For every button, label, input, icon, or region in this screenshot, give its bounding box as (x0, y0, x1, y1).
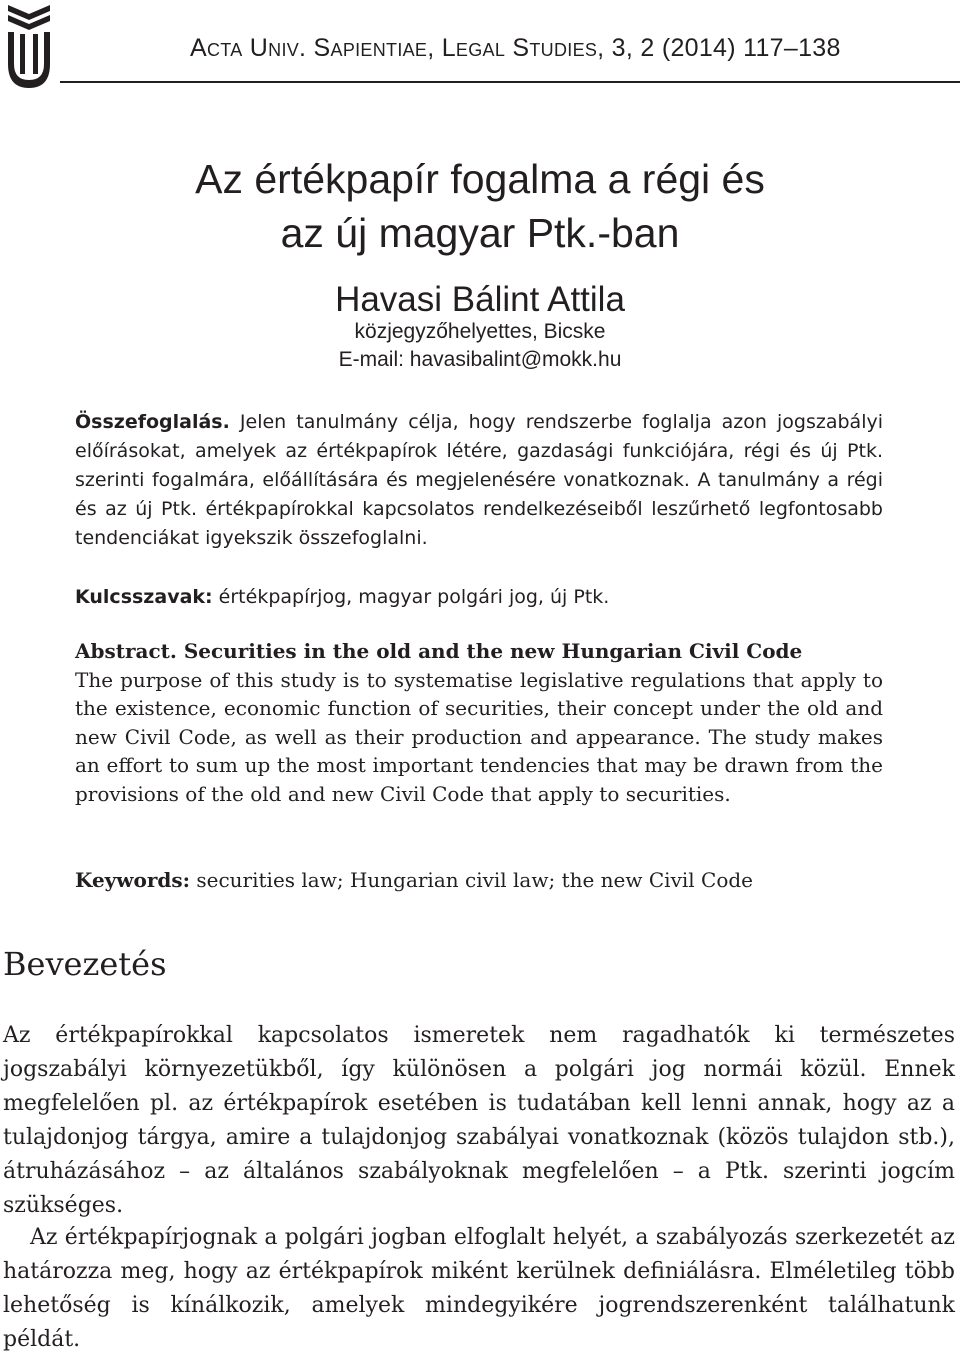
author-email: E-mail: havasibalint@mokk.hu (338, 348, 622, 371)
journal-running-head: Acta Univ. Sapientiae, Legal Studies, 3, 2 (2014) 117–138 (190, 34, 841, 62)
hungarian-keywords-label: Kulcsszavak: (75, 586, 213, 608)
hungarian-keywords (75, 583, 883, 612)
english-keywords-label: Keywords: (75, 868, 191, 892)
hungarian-keywords-text: értékpapírjog, magyar polgári jog, új Ptk. (212, 586, 610, 608)
article-title (0, 152, 960, 260)
hungarian-abstract-text: Jelen tanulmány célja, hogy rendszerbe foglalja azon jogszabályi előírásokat, amelyek az értékpapírok létére, gazdasági funkciójára, régi és új Ptk. szerinti fogalmára, előállítására és megjelenésére vonatkoznak. A tanulmány a régi és az új Ptk. értékpapírokkal kapcsolatos rendelkezéseiből leszűrhető legfontosabb tendenciákat igyekszik összefoglalni. (75, 411, 883, 549)
hungarian-abstract-label: Összefoglalás. (75, 411, 230, 433)
english-abstract (75, 637, 883, 809)
english-keywords-text: securities law; Hungarian civil law; the new Civil Code (190, 868, 754, 892)
english-abstract-label: Abstract. (75, 639, 177, 663)
section-heading: Bevezetés (3, 945, 167, 983)
author-affiliation: közjegyzőhelyettes, Bicske (354, 320, 606, 343)
author-name: Havasi Bálint Attila (335, 280, 625, 319)
body-paragraph-2: Az értékpapírjognak a polgári jogban elfoglalt helyét, a szabályozás szerkezetét az határozza meg, hogy az értékpapírok miként kerülnek definiálásra. Elméletileg több lehetőség is kínálkozik, amelyek mindegyikére jogrendszerenként találhatunk példát. (3, 1225, 955, 1352)
university-logo (4, 2, 54, 92)
english-keywords (75, 866, 883, 895)
hungarian-abstract (75, 408, 883, 553)
article-title-line-1: Az értékpapír fogalma a régi és (195, 156, 765, 202)
header-rule (60, 81, 960, 83)
article-title-line-2: az új magyar Ptk.-ban (280, 210, 680, 256)
english-abstract-text: The purpose of this study is to systematise legislative regulations that apply to the existence, economic function of securities, their concept under the old and new Civil Code, as well as their production and appearance. The study makes an effort to sum up the most important tendencies that may be drawn from the provisions of the old and new Civil Code that apply to securities. (75, 667, 883, 806)
english-abstract-title: Securities in the old and the new Hungarian Civil Code (176, 639, 803, 663)
body-paragraph-1: Az értékpapírokkal kapcsolatos ismeretek nem ragadhatók ki természetes jogszabályi környezetükből, így különösen a polgári jog normái közül. Ennek megfelelően pl. az értékpapírok esetében is tudatában kell lenni annak, hogy az a tulajdonjog tárgya, amire a tulajdonjog szabályai vonatkoznak (közös tulajdon stb.), átruházásához – az általános szabályoknak megfelelően – a Ptk. szerinti jogcím szükséges. (3, 1023, 955, 1218)
